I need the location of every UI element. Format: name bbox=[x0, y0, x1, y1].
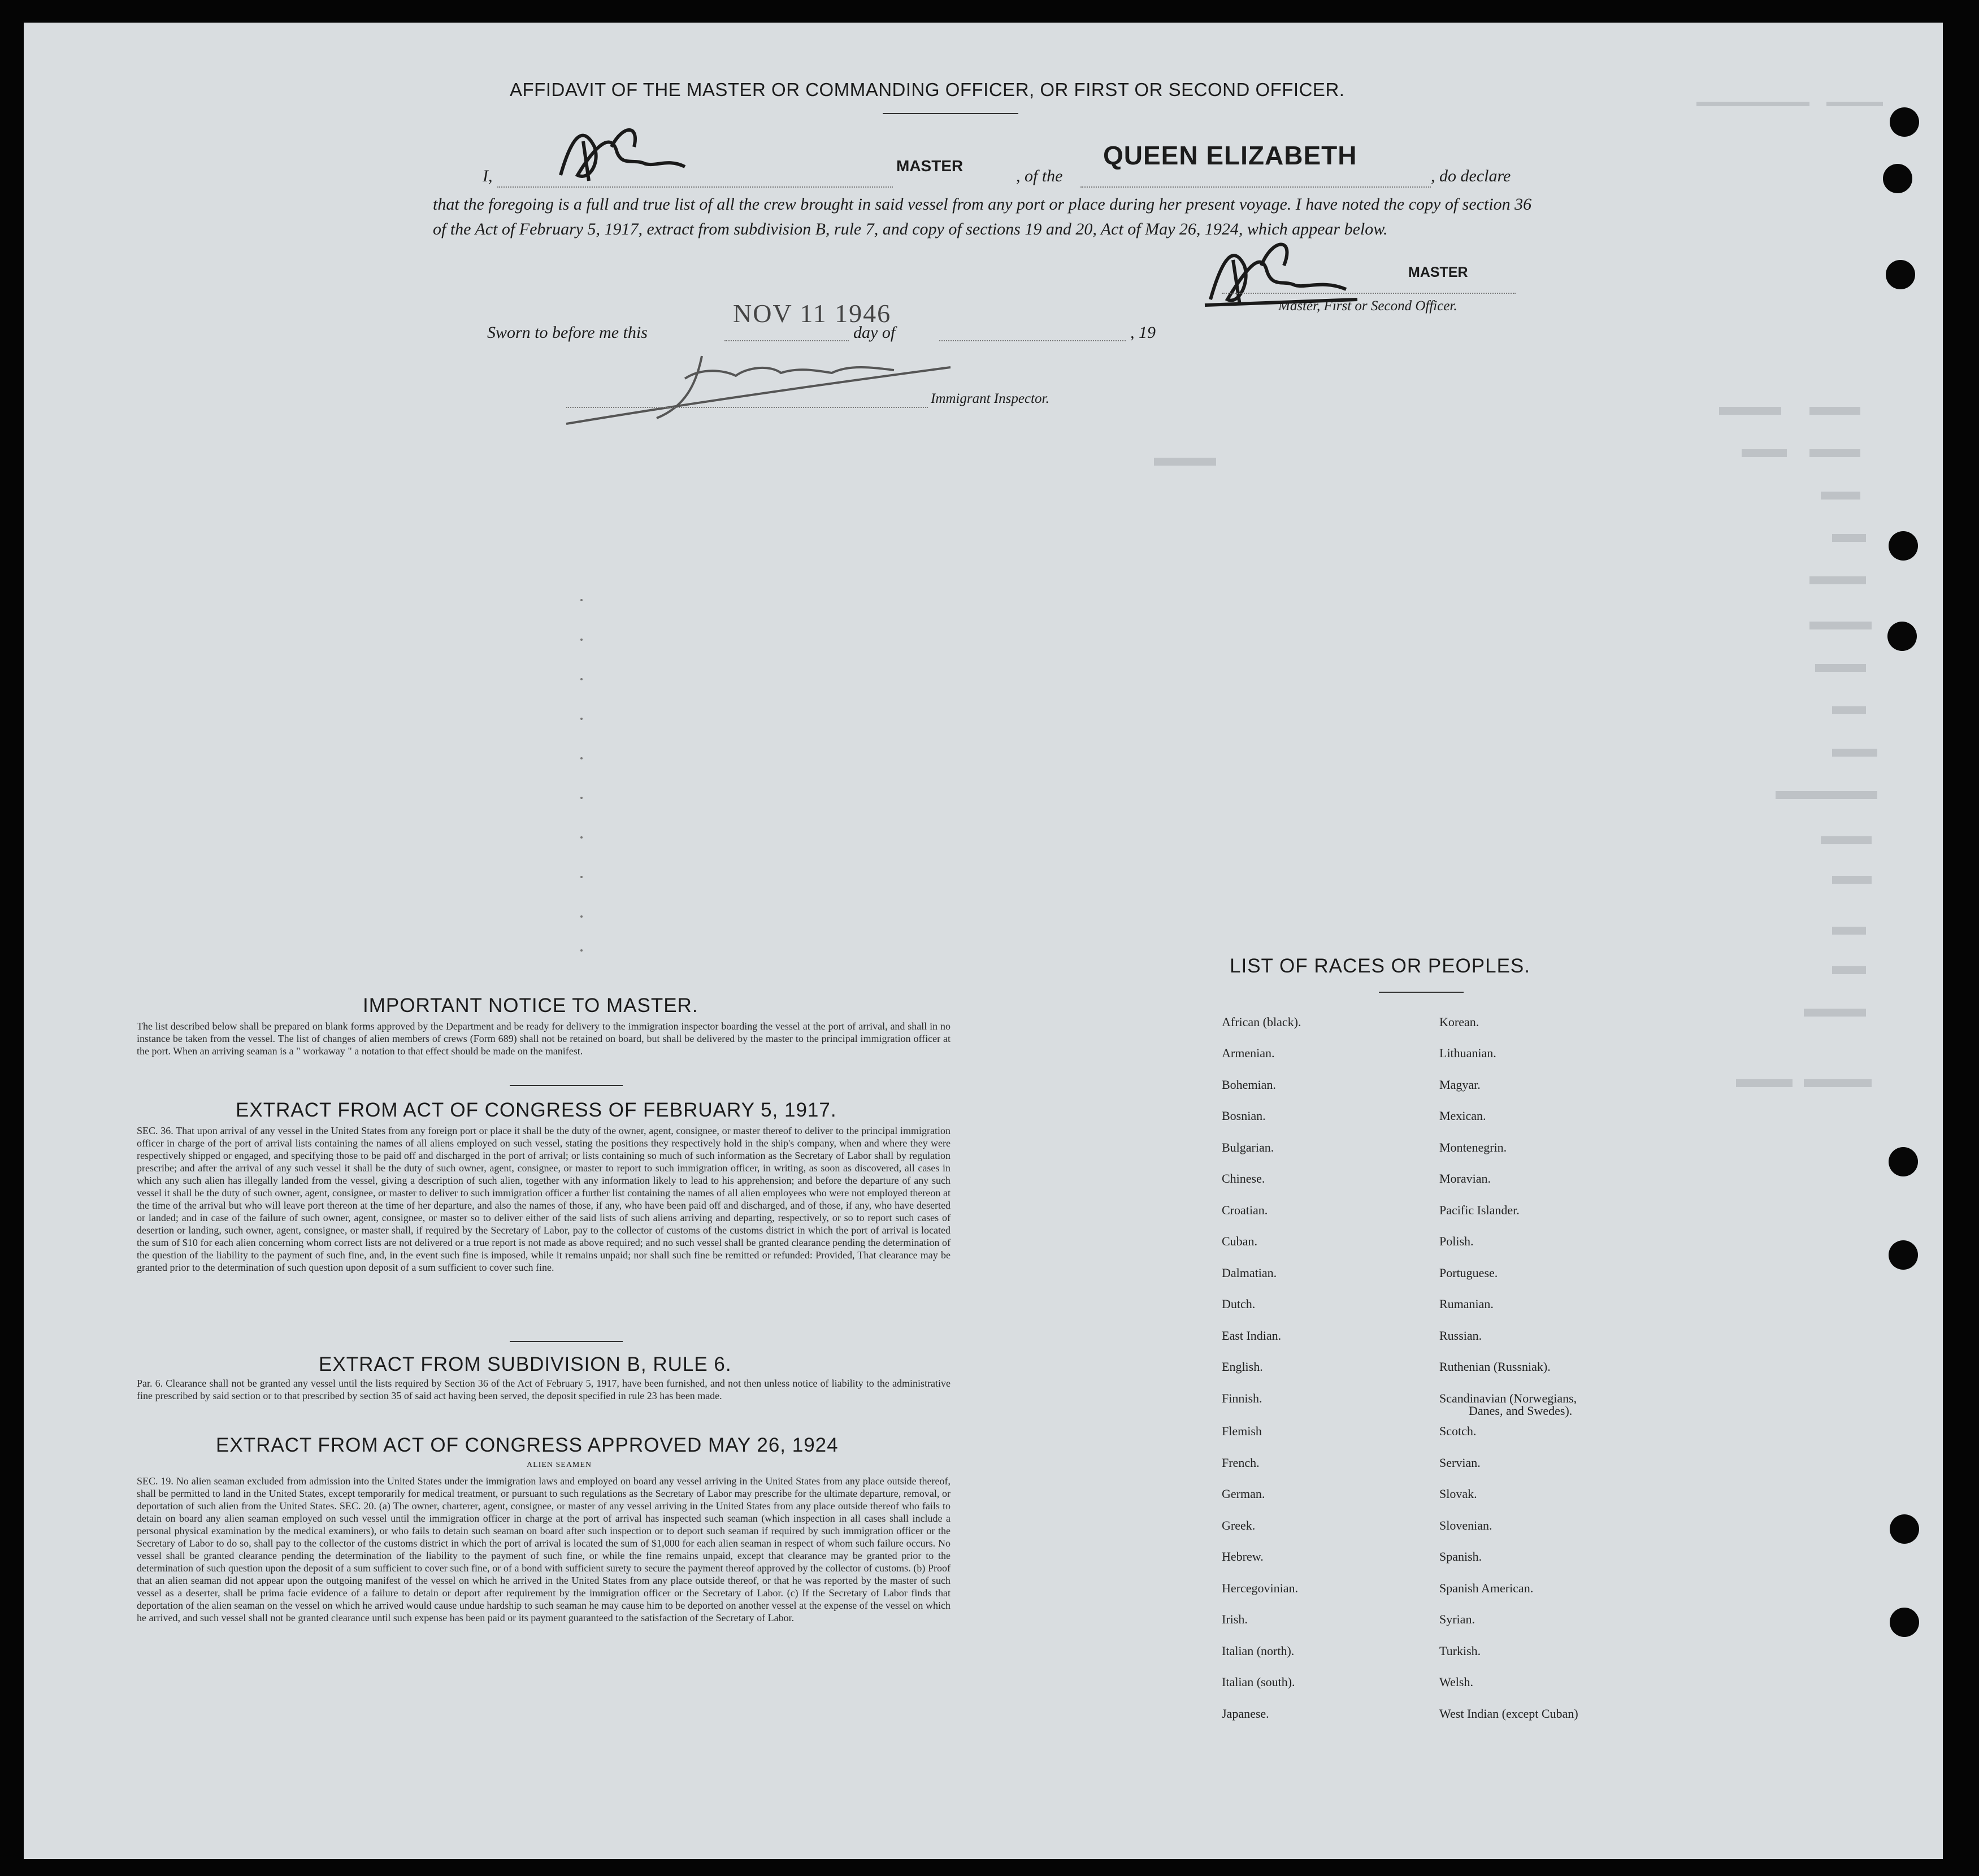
race-item: Slovenian. bbox=[1439, 1518, 1492, 1532]
race-item: Scandinavian (Norwegians, bbox=[1439, 1391, 1577, 1405]
race-item: Armenian. bbox=[1222, 1046, 1275, 1060]
race-item: Montenegrin. bbox=[1439, 1140, 1507, 1154]
punch-hole bbox=[1890, 107, 1919, 137]
race-item: Welsh. bbox=[1439, 1675, 1473, 1689]
punch-hole bbox=[1889, 1147, 1918, 1176]
of-the-text: , of the bbox=[1016, 167, 1063, 185]
inspector-signature bbox=[555, 345, 1018, 435]
race-item: French. bbox=[1222, 1456, 1260, 1470]
act-1924-heading: EXTRACT FROM ACT OF CONGRESS APPROVED MAY 26, 1924 bbox=[216, 1434, 839, 1456]
document-page bbox=[24, 23, 1943, 1859]
race-item: Spanish. bbox=[1439, 1549, 1482, 1564]
race-item: Servian. bbox=[1439, 1456, 1481, 1470]
notice-heading: IMPORTANT NOTICE TO MASTER. bbox=[363, 995, 698, 1017]
race-item: Japanese. bbox=[1222, 1706, 1269, 1721]
race-item: Croatian. bbox=[1222, 1203, 1268, 1217]
act-1917-text: SEC. 36. That upon arrival of any vessel in the United States from any foreign port or place it shall be the duty of the owner, agent, consignee, or master thereof to deliver to the principal immigration officer in charge of the port of arrival lists containing the names of all aliens employed on such vessel, stating the positions they respectively hold in the ship's company, when and where they were respectively shipped or engaged, and specifying those to be paid off and discharged in the port of arrival; or lists containing so much of such information as the Secretary of Labor shall by regulation prescribe; and after the arrival of any such vessel it shall be the duty of such owner, agent, consignee, or master to report to such immigration officer, in writing, as soon as discovered, all cases in which any such alien has illegally landed from the vessel, giving a description of such alien, together with any information likely to lead to his apprehension; and before the departure of any such vessel it shall be the duty of such owner, agent, consignee, or master to deliver to such immigration officer a further list containing the names of all alien employees who were not employed thereon at the time of the arrival but who will leave port thereon at the time of her departure, and also the names of those, if any, who have been paid off and discharged, and of those, if any, who have deserted or landed; and in case of the failure of such owner, agent, consignee, or master so to deliver either of the said lists of such aliens arriving and departing, respectively, or so to report such cases of desertion or landing, such owner, agent, consignee, or master shall, if required by the Secretary of Labor, pay to the collector of customs of the customs district in which the port of arrival is located the sum of $10 for each alien concerning whom correct lists are not delivered or a true report is not made as above required; and no such vessel shall be granted clearance pending the determination of the question of the liability to the payment of such fine, and, in the event such fine is imposed, while it remains unpaid; nor shall such fine be remitted or refunded: Provided, That clearance may be granted prior to the determination of such question upon deposit of a sum sufficient to cover such fine. bbox=[137, 1125, 951, 1273]
affidavit-body: that the foregoing is a full and true list of all the crew brought in said vessel from any port or place during her present voyage. I have noted the copy of section 36 of the Act of February 5, 1917, extract from subdivision B, rule 7, and copy of sections 19 and 20, Act of May 26, 1924, which appear below. bbox=[433, 195, 1532, 238]
date-stamp: NOV 11 1946 bbox=[733, 299, 892, 328]
punch-hole bbox=[1890, 1514, 1919, 1544]
notice-text: The list described below shall be prepared on blank forms approved by the Department and be ready for delivery to the immigration inspector boarding the vessel at the port of arrival, and shall in no instance be taken from the vessel. The list of changes of alien members of crews (Form 689) shall not be retained on board, but shall be delivered by the master to the principal immigration officer at the port. When an arriving seaman is a " workaway " a notation to that effect should be made on the manifest. bbox=[137, 1020, 951, 1057]
race-item: Ruthenian (Russniak). bbox=[1439, 1360, 1551, 1374]
punch-hole bbox=[1887, 622, 1917, 651]
race-item: Dalmatian. bbox=[1222, 1266, 1277, 1280]
punch-hole bbox=[1889, 1240, 1918, 1270]
officer-rank: MASTER bbox=[1408, 264, 1468, 280]
races-heading: LIST OF RACES OR PEOPLES. bbox=[1230, 955, 1531, 977]
race-item: Spanish American. bbox=[1439, 1581, 1534, 1595]
race-item: Bosnian. bbox=[1222, 1109, 1266, 1123]
race-item: Turkish. bbox=[1439, 1644, 1481, 1658]
race-item: Flemish bbox=[1222, 1424, 1262, 1438]
race-item: Italian (south). bbox=[1222, 1675, 1295, 1689]
race-item: Mexican. bbox=[1439, 1109, 1486, 1123]
race-item: Hebrew. bbox=[1222, 1549, 1264, 1564]
race-item: Scotch. bbox=[1439, 1424, 1477, 1438]
race-item: West Indian (except Cuban) bbox=[1439, 1706, 1578, 1721]
race-item: Syrian. bbox=[1439, 1612, 1475, 1626]
race-item: Chinese. bbox=[1222, 1171, 1265, 1185]
master-rank: MASTER bbox=[896, 157, 964, 175]
act-1917-heading: EXTRACT FROM ACT OF CONGRESS OF FEBRUARY 5, 1917. bbox=[236, 1099, 837, 1121]
act-1924-text: SEC. 19. No alien seaman excluded from admission into the United States under the immigration laws and employed on board any vessel arriving in the United States from any place outside thereof, shall be permitted to land in the United States, except temporarily for medical treatment, or pursuant to such regulations as the Secretary of Labor may prescribe for the ultimate departure, removal, or deportation of such alien from the United States. SEC. 20. (a) The owner, charterer, agent, consignee, or master of any vessel arriving in the United States from any place outside thereof who fails to detain on board any alien seaman employed on such vessel until the immigration officer in charge at the port of arrival has inspected such seaman (which inspection in all cases shall include a personal physical examination by the medical examiners), or who fails to detain such seaman on board after such inspection or to deport such seaman if required by such immigration officer or the Secretary of Labor to do so, shall pay to the collector of the customs district in which the port of arrival is located the sum of $1,000 for each alien seaman in respect of whom such failure occurs. No vessel shall be granted clearance pending the determination of the liability to the payment of such fine, or while the fine remains unpaid, except that clearance may be granted prior to the determination of such question upon the deposit of a sum sufficient to cover such fine, or of a bond with sufficient surety to secure the payment thereof approved by the collector of customs. (b) Proof that an alien seaman did not appear upon the outgoing manifest of the vessel on which he arrived in the United States from any place outside thereof, or that he was reported by the master of such vessel as a deserter, shall be prima facie evidence of a failure to detain or deport after requirement by the immigration officer or the Secretary of Labor. (c) If the Secretary of Labor finds that deportation of the alien seaman on the vessel on which he arrived would cause undue hardship to such seaman he may cause him to be deported on another vessel at the expense of the vessel on which he arrived, and such vessel shall not be granted clearance until such expense has been paid or its payment guaranteed to the satisfaction of the Secretary of Labor. bbox=[137, 1475, 951, 1623]
race-item: Polish. bbox=[1439, 1234, 1474, 1248]
inspector-caption: Immigrant Inspector. bbox=[931, 391, 1049, 406]
race-item: Lithuanian. bbox=[1439, 1046, 1496, 1060]
affidavit-title: AFFIDAVIT OF THE MASTER OR COMMANDING OFFICER, OR FIRST OR SECOND OFFICER. bbox=[510, 79, 1345, 100]
race-item: Rumanian. bbox=[1439, 1297, 1494, 1311]
race-item: Moravian. bbox=[1439, 1171, 1491, 1185]
race-item: Italian (north). bbox=[1222, 1644, 1295, 1658]
do-declare-text: , do declare bbox=[1431, 167, 1511, 185]
race-item: Portuguese. bbox=[1439, 1266, 1498, 1280]
race-item: African (black). bbox=[1222, 1015, 1301, 1029]
race-item-continued: Danes, and Swedes). bbox=[1469, 1404, 1573, 1418]
race-item: Slovak. bbox=[1439, 1487, 1477, 1501]
year-prefix: , 19 bbox=[1130, 323, 1156, 342]
race-item: Greek. bbox=[1222, 1518, 1256, 1532]
title-divider bbox=[883, 113, 1018, 114]
sworn-text: Sworn to before me this bbox=[487, 323, 648, 342]
punch-hole bbox=[1890, 1608, 1919, 1637]
alien-seamen-subheading: ALIEN SEAMEN bbox=[527, 1461, 592, 1469]
race-item: Finnish. bbox=[1222, 1391, 1262, 1405]
race-item: Russian. bbox=[1439, 1328, 1482, 1343]
day-of-text: day of bbox=[853, 323, 896, 342]
affidavit-i: I, bbox=[483, 167, 493, 185]
race-item: Cuban. bbox=[1222, 1234, 1257, 1248]
rule-6-text: Par. 6. Clearance shall not be granted any vessel until the lists required by Section 36 of the Act of February 5, 1917, have been furnished, and not then unless notice of liability to the administrative fine prescribed by said section or to that prescribed by section 35 of said act having been served, the deposit specified in rule 23 has been made. bbox=[137, 1378, 951, 1401]
race-item: German. bbox=[1222, 1487, 1265, 1501]
race-item: Korean. bbox=[1439, 1015, 1479, 1029]
race-item: East Indian. bbox=[1222, 1328, 1282, 1343]
race-item: Hercegovinian. bbox=[1222, 1581, 1298, 1595]
rule-6-heading: EXTRACT FROM SUBDIVISION B, RULE 6. bbox=[319, 1353, 732, 1375]
punch-hole bbox=[1883, 164, 1912, 193]
officer-caption: Master, First or Second Officer. bbox=[1278, 298, 1457, 314]
vessel-name: QUEEN ELIZABETH bbox=[1103, 141, 1357, 170]
race-item: Bohemian. bbox=[1222, 1078, 1276, 1092]
punch-hole bbox=[1889, 531, 1918, 561]
punch-hole bbox=[1886, 260, 1915, 289]
race-item: Magyar. bbox=[1439, 1078, 1481, 1092]
master-signature bbox=[549, 113, 719, 198]
race-item: English. bbox=[1222, 1360, 1263, 1374]
race-item: Irish. bbox=[1222, 1612, 1248, 1626]
race-item: Dutch. bbox=[1222, 1297, 1256, 1311]
race-item: Pacific Islander. bbox=[1439, 1203, 1520, 1217]
race-item: Bulgarian. bbox=[1222, 1140, 1274, 1154]
